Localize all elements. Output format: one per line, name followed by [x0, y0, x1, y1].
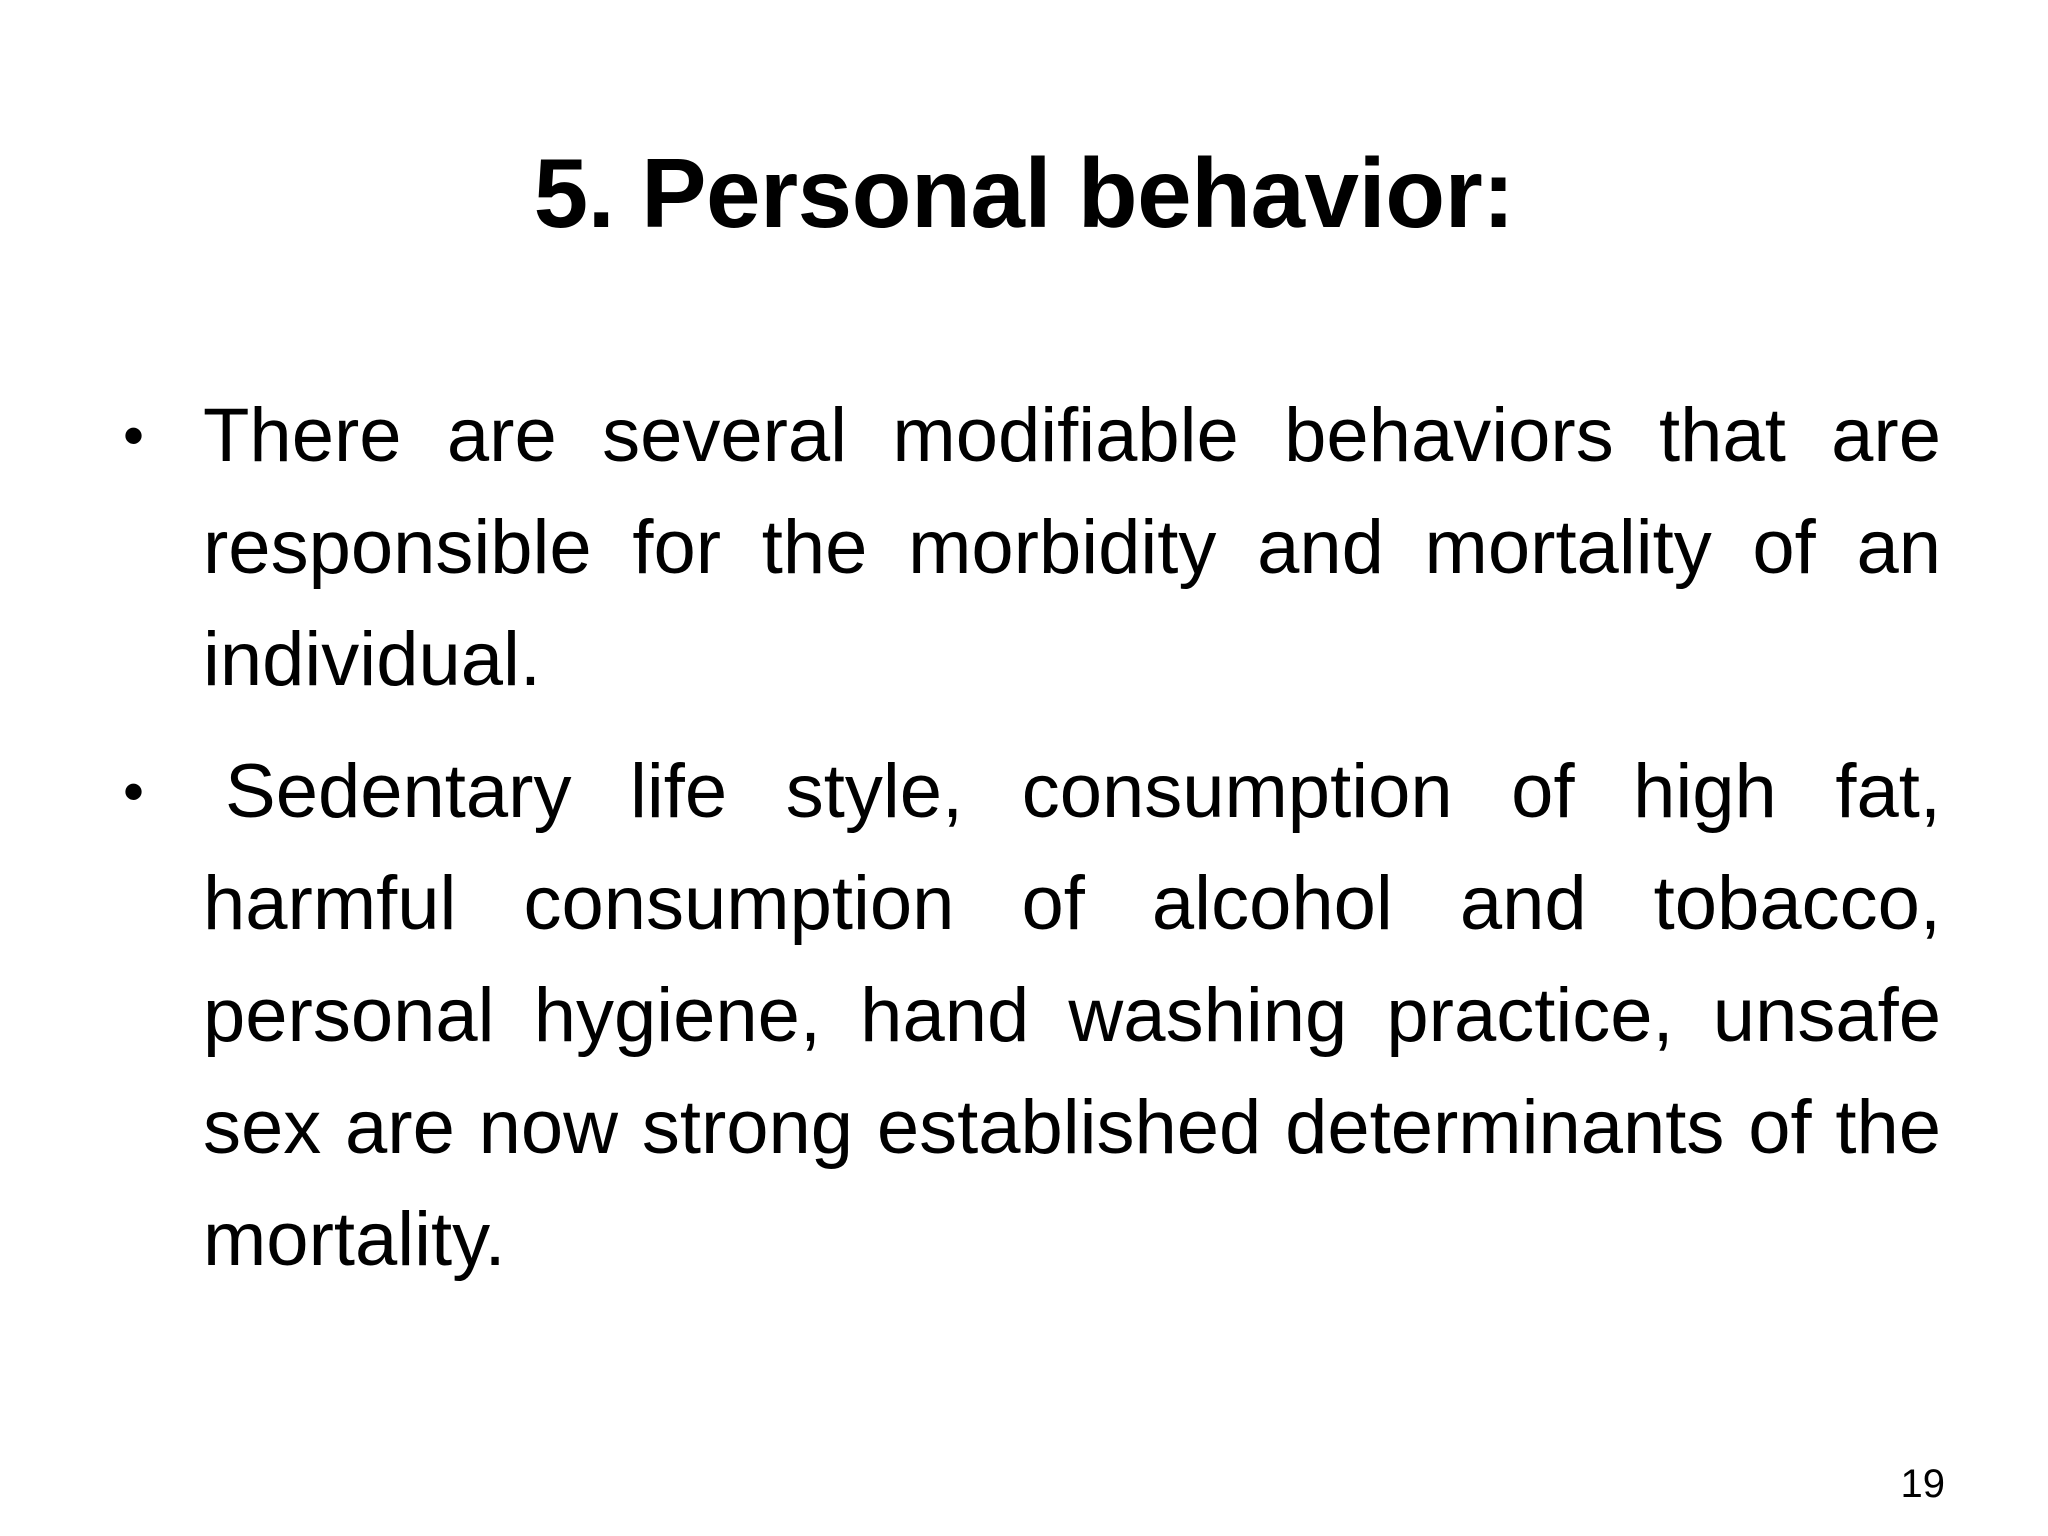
- bullet-item-1: [123, 380, 1941, 716]
- bullet-text: Sedentary life style, consumption of high fat, harmful consumption of alcohol and tobacco, personal hygiene, hand washing practice, unsafe sex are now strong established determinants of the mortality.: [203, 749, 1941, 1282]
- bullet-dot-icon: •: [123, 402, 145, 469]
- bullet-text: There are several modifiable behaviors that are responsible for the morbidity and mortality of an individual.: [203, 393, 1941, 702]
- bullet-dot-icon: •: [123, 758, 145, 825]
- page-number: 19: [1900, 1462, 1945, 1506]
- bullet-item-2: [123, 736, 1941, 1296]
- bullet-list: [123, 380, 1941, 1296]
- slide-title: 5. Personal behavior:: [533, 138, 1515, 248]
